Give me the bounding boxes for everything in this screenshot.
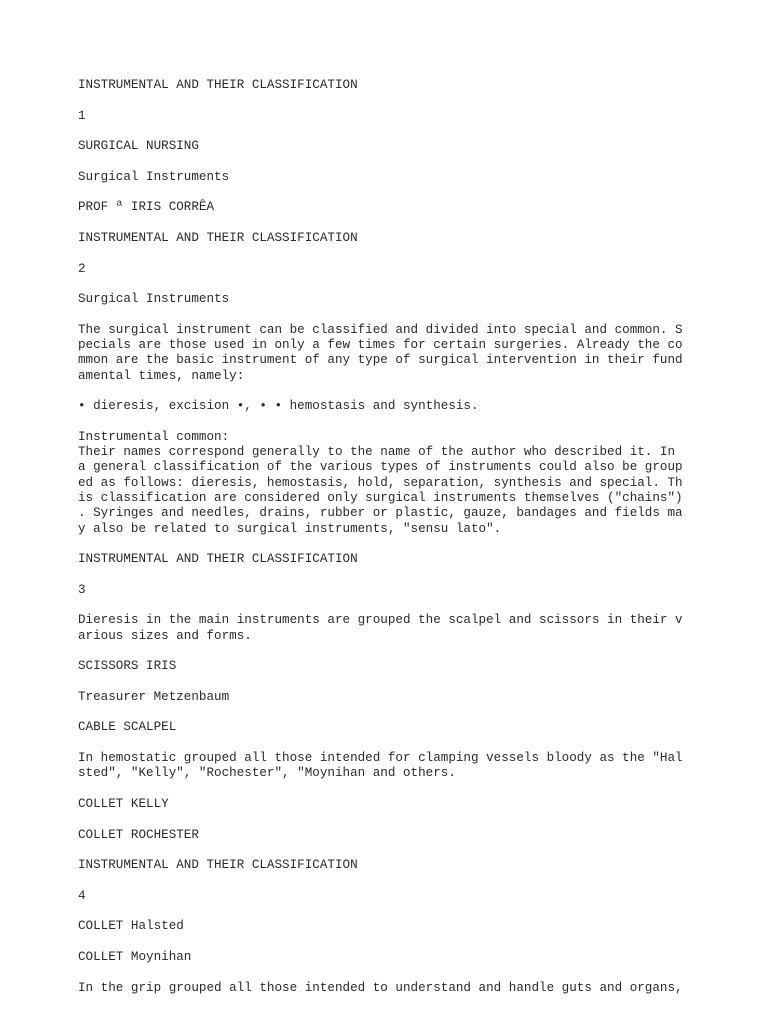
paragraph-line: a general classification of the various types of instruments could also be group	[78, 460, 683, 475]
instrument-label: CABLE SCALPEL	[78, 720, 177, 735]
section-header: INSTRUMENTAL AND THEIR CLASSIFICATION	[78, 858, 358, 873]
instrument-label: COLLET KELLY	[78, 796, 169, 811]
page-number: 4	[78, 888, 86, 903]
subheading: Instrumental common:	[78, 429, 230, 444]
page-number: 2	[78, 261, 86, 276]
page-number: 3	[78, 582, 86, 597]
bullet-list: • dieresis, excision •, • • hemostasis and synthesis.	[78, 399, 479, 414]
instrument-label: Treasurer Metzenbaum	[78, 689, 230, 704]
common-paragraph	[78, 445, 698, 537]
paragraph-line: In the grip grouped all those intended to understand and handle guts and organs,	[78, 980, 683, 995]
subject-title: Surgical Instruments	[78, 169, 230, 184]
page-number: 1	[78, 108, 86, 123]
paragraph-line: The surgical instrument can be classified and divided into special and common. S	[78, 322, 683, 337]
paragraph-line: Their names correspond generally to the name of the author who described it. In	[78, 445, 676, 460]
paragraph-line: sted", "Kelly", "Rochester", "Moynihan and others.	[78, 766, 456, 781]
paragraph-line: In hemostatic grouped all those intended for clamping vessels bloody as the "Hal	[78, 751, 683, 766]
paragraph-line: pecials are those used in only a few times for certain surgeries. Already the co	[78, 338, 683, 353]
course-title: SURGICAL NURSING	[78, 139, 199, 154]
paragraph-line: mmon are the basic instrument of any type of surgical intervention in their fund	[78, 353, 683, 368]
paragraph-line: . Syringes and needles, drains, rubber or plastic, gauze, bandages and fields ma	[78, 506, 683, 521]
section-header: INSTRUMENTAL AND THEIR CLASSIFICATION	[78, 78, 358, 92]
section-title: Surgical Instruments	[78, 292, 230, 307]
instrument-label: SCISSORS IRIS	[78, 659, 177, 674]
paragraph-line: Dieresis in the main instruments are grouped the scalpel and scissors in their v	[78, 613, 683, 628]
instrument-label: COLLET Halsted	[78, 919, 184, 934]
author-name: PROF ª IRIS CORRÊA	[78, 200, 215, 215]
instrument-label: COLLET Moynihan	[78, 949, 192, 964]
document-body	[78, 78, 698, 996]
instrument-label: COLLET ROCHESTER	[78, 827, 199, 842]
paragraph-line: is classification are considered only surgical instruments themselves ("chains")	[78, 491, 683, 506]
paragraph-line: amental times, namely:	[78, 368, 245, 383]
paragraph-line: ed as follows: dieresis, hemostasis, hold, separation, synthesis and special. Th	[78, 475, 683, 490]
paragraph-line: arious sizes and forms.	[78, 628, 252, 643]
intro-paragraph	[78, 323, 698, 384]
section-header: INSTRUMENTAL AND THEIR CLASSIFICATION	[78, 552, 358, 567]
section-header: INSTRUMENTAL AND THEIR CLASSIFICATION	[78, 230, 358, 245]
hemostatic-paragraph	[78, 751, 698, 782]
dieresis-paragraph	[78, 613, 698, 644]
paragraph-line: y also be related to surgical instruments, "sensu lato".	[78, 521, 502, 536]
